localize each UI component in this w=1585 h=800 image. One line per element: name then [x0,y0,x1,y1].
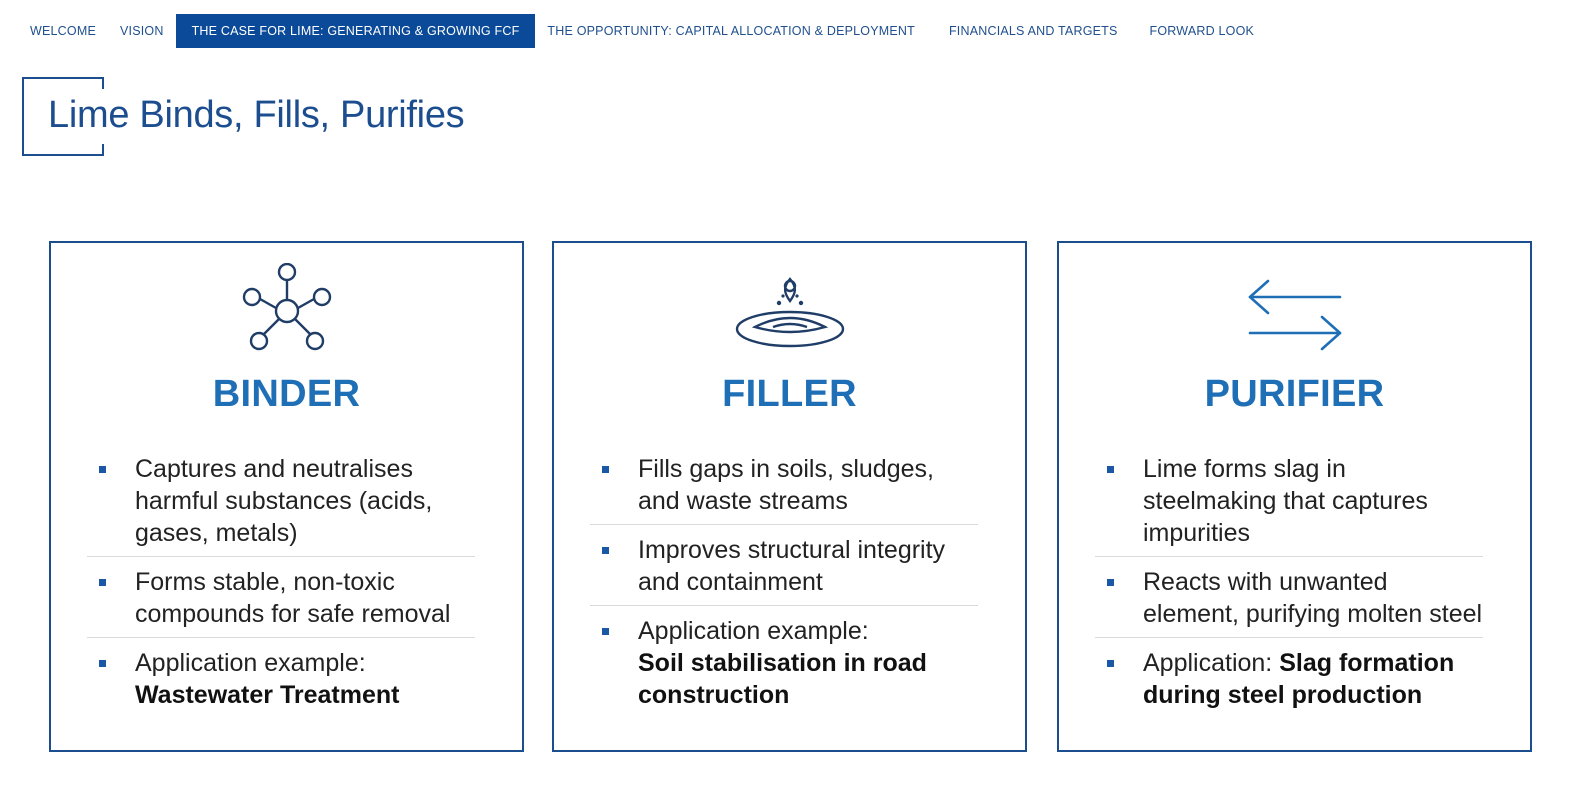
nav-tab-financials[interactable]: FINANCIALS AND TARGETS [948,24,1118,38]
list-item [590,453,978,525]
binder-heading: BINDER [212,373,361,415]
nav-tab-welcome[interactable]: WELCOME [30,24,96,38]
list-item [1095,566,1483,638]
water-drop-icon [735,263,845,358]
top-nav [0,14,1266,48]
purifier-card [1057,241,1532,752]
nav-tab-vision[interactable]: VISION [120,24,164,38]
list-item [1095,647,1483,718]
nav-tab-opportunity[interactable]: THE OPPORTUNITY: CAPITAL ALLOCATION & DEPLOYMENT [547,24,915,38]
nav-tab-forward-look[interactable]: FORWARD LOOK [1149,24,1255,38]
bullet-bold-text: Slag formation during steel production [1143,649,1455,709]
list-item [87,647,475,718]
purifier-heading: PURIFIER [1204,373,1385,415]
bullet-text: Captures and neutralises harmful substances (acids, gases, metals) [135,455,433,547]
list-item [590,534,978,606]
purifier-bullet-list [1095,453,1483,727]
binder-bullet-list [87,453,475,727]
filler-heading: FILLER [722,373,857,415]
binder-card [49,241,524,752]
bullet-prefix: Application: [1143,649,1273,677]
filler-bullet-list [590,453,978,727]
bullet-text: Fills gaps in soils, sludges, and waste streams [638,455,934,515]
bullet-prefix: Application example: [638,617,869,645]
exchange-arrows-icon [1240,263,1350,358]
filler-card [552,241,1027,752]
molecule-icon [232,263,342,358]
bullet-text: Lime forms slag in steelmaking that captures impurities [1143,455,1428,547]
bullet-text: Forms stable, non-toxic compounds for safe removal [135,568,451,628]
list-item [590,615,978,718]
bullet-text: Reacts with unwanted element, purifying molten steel [1143,568,1483,628]
bullet-bold-text: Wastewater Treatment [135,681,400,709]
list-item [87,453,475,557]
page-title: Lime Binds, Fills, Purifies [48,94,465,136]
nav-tab-case-for-lime[interactable]: THE CASE FOR LIME: GENERATING & GROWING FCF [176,14,536,48]
list-item [87,566,475,638]
list-item [1095,453,1483,557]
bullet-prefix: Application example: [135,649,366,677]
bullet-bold-text: Soil stabilisation in road construction [638,649,927,709]
bullet-text: Improves structural integrity and containment [638,536,946,596]
